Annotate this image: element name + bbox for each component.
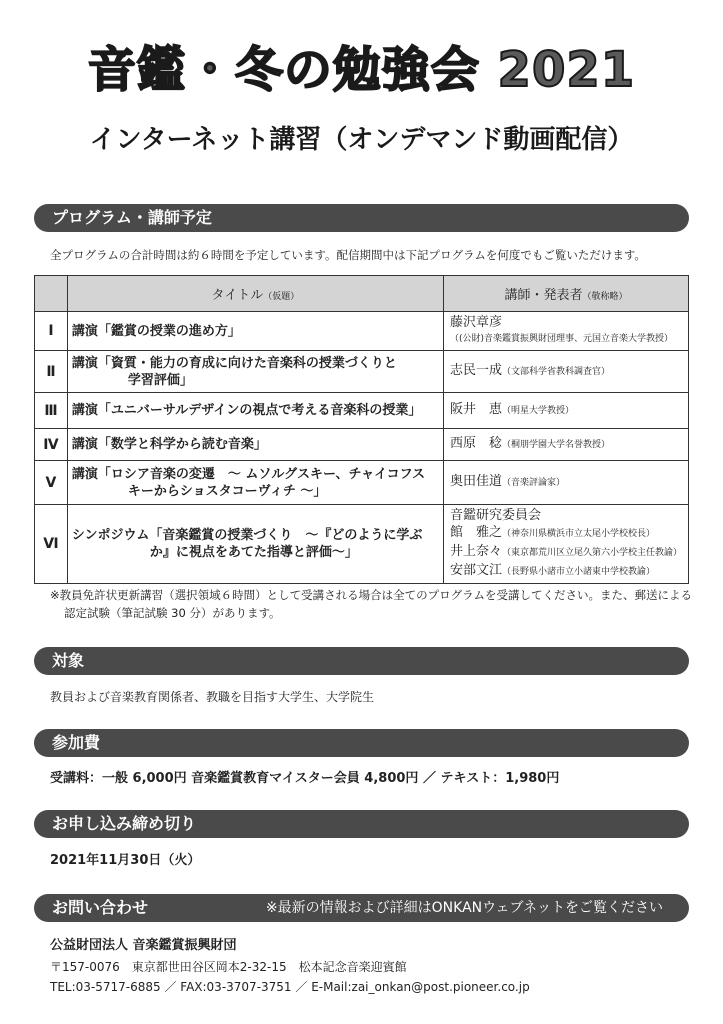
member-name: 館 雅之 (449, 525, 502, 540)
row-speaker (443, 351, 688, 393)
section-heading-deadline: お申し込み締め切り (52, 814, 197, 833)
row-num: Ⅰ (35, 312, 68, 351)
header-speaker: 講師・発表者 (504, 288, 583, 303)
row-title (67, 461, 443, 505)
speaker-name: 西原 稔 (449, 436, 502, 451)
row-speaker (443, 312, 688, 351)
section-heading-fee: 参加費 (52, 733, 101, 752)
row-speaker (443, 461, 688, 505)
row-title-line: 講演「数学と科学から読む音楽」 (71, 437, 267, 452)
table-row (35, 461, 689, 505)
program-table (34, 275, 689, 584)
row-num: Ⅱ (35, 351, 68, 393)
program-footnote-2: 認定試験（筆記試験 30 分）があります。 (64, 606, 281, 620)
contact-org: 公益財団法人 音楽鑑賞振興財団 (50, 938, 237, 953)
section-bar-deadline (34, 810, 689, 838)
section-bar-target (34, 647, 689, 675)
program-footnote-1: ※教員免許状更新講習（選択領域６時間）として受講される場合は全てのプログラムを受講してください。また、郵送による (50, 588, 693, 602)
section-bar-program (34, 204, 689, 232)
row-title (67, 505, 443, 584)
page-subtitle: インターネット講習（オンデマンド動画配信） (89, 125, 634, 155)
contact-note: ※最新の情報および詳細はONKANウェブネットをご覧ください (265, 900, 663, 916)
header-speaker-note: （敬称略） (582, 292, 628, 302)
contact-phone: TEL:03-5717-6885 ／ FAX:03-3707-3751 ／ E-Mail:zai_onkan@post.pioneer.co.jp (50, 980, 530, 994)
member-line (450, 543, 682, 562)
row-title-line2: か』に視点をあてた指導と評価～」 (149, 545, 358, 560)
header-title-note: （仮題） (263, 292, 300, 302)
row-title-line2: キーからショスタコーヴィチ ～」 (127, 483, 327, 499)
header-title: タイトル (211, 288, 264, 303)
speaker-name: 阪井 恵 (449, 402, 502, 417)
header-speaker-cell (443, 276, 688, 312)
speaker-note: （音楽評論家） (501, 478, 565, 488)
row-speaker (443, 393, 688, 429)
table-row (35, 351, 689, 393)
table-row (35, 505, 689, 584)
committee-name: 音鑑研究委員会 (449, 508, 541, 523)
member-note: （長野県小諸市立小諸東中学校教諭） (501, 567, 655, 577)
row-num: Ⅴ (35, 461, 68, 505)
row-title-line: 講演「資質・能力の育成に向けた音楽科の授業づくりと (71, 355, 397, 371)
section-heading-program: プログラム・講師予定 (52, 208, 212, 227)
row-title (67, 393, 443, 429)
speaker-note: （明星大学教授） (501, 406, 574, 416)
row-title (67, 429, 443, 461)
contact-address: 〒157-0076 東京都世田谷区岡本2-32-15 松本記念音楽迎賓館 (50, 960, 407, 974)
row-title-line: シンポジウム「音楽鑑賞の授業づくり ～『どのように学ぶ (71, 528, 423, 543)
row-speaker (443, 505, 688, 584)
row-title-line: 講演「ユニバーサルデザインの視点で考える音楽科の授業」 (71, 403, 422, 418)
section-bar-fee (34, 729, 689, 757)
speaker-note: （桐朋学園大学名誉教授） (501, 440, 610, 450)
fee-text: 受講料：一般 6,000円 音楽鑑賞教育マイスター会員 4,800円 ／ テキスト：1,980円 (50, 771, 560, 786)
header-num-cell (35, 276, 68, 312)
row-title (67, 312, 443, 351)
row-num: Ⅵ (35, 505, 68, 584)
header-title-cell (67, 276, 443, 312)
target-text: 教員および音楽教育関係者、教職を目指す大学生、大学院生 (50, 690, 375, 704)
row-title-line2: 学習評価」 (127, 372, 193, 388)
row-speaker (443, 429, 688, 461)
row-title-line: 講演「ロシア音楽の変遷 ～ ムソルグスキー、チャイコフス (71, 466, 426, 482)
member-name: 安部文江 (449, 563, 502, 578)
page-title: 音鑑・冬の勉強会 2021 (87, 42, 636, 98)
member-note: （東京都荒川区立尾久第六小学校主任教諭） (501, 548, 682, 558)
speaker-note: （(公財)音楽鑑賞振興財団理事、元国立音楽大学教授） (449, 334, 673, 344)
speaker-note: （文部科学省教科調査官） (501, 367, 610, 377)
row-title (67, 351, 443, 393)
speaker-name: 志民一成 (449, 363, 502, 378)
row-num: Ⅲ (35, 393, 68, 429)
row-title-line: 講演「鑑賞の授業の進め方」 (71, 323, 241, 339)
table-header-row (35, 276, 689, 312)
speaker-name: 奥田佳道 (449, 474, 502, 489)
program-intro: 全プログラムの合計時間は約６時間を予定しています。配信期間中は下記プログラムを何度でもご覧いただけます。 (50, 248, 646, 262)
speaker-name: 藤沢章彦 (449, 315, 502, 330)
member-line (450, 562, 682, 581)
table-row (35, 312, 689, 351)
member-note: （神奈川県横浜市立太尾小学校校長） (501, 529, 655, 539)
section-bar-contact (34, 894, 689, 922)
deadline-text: 2021年11月30日（火） (50, 853, 201, 868)
table-row (35, 393, 689, 429)
member-line (450, 524, 682, 543)
row-num: Ⅳ (35, 429, 68, 461)
member-name: 井上奈々 (449, 544, 502, 559)
section-heading-contact: お問い合わせ (52, 898, 149, 917)
section-heading-target: 対象 (52, 651, 85, 670)
table-row (35, 429, 689, 461)
